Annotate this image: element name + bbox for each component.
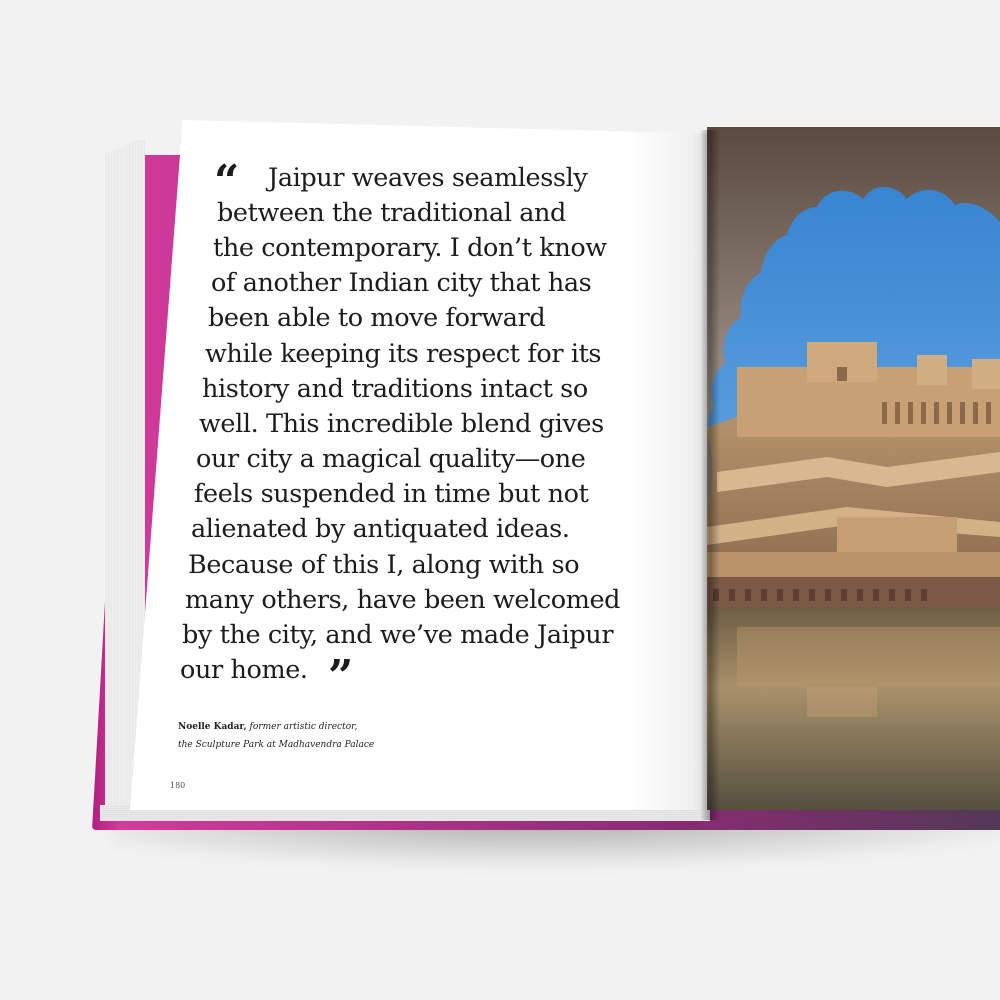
quote-line: while keeping its respect for its — [205, 339, 602, 369]
quote-line: history and traditions intact so — [202, 374, 588, 404]
attribution-place: the Sculpture Park at Madhavendra Palace — [178, 740, 375, 750]
quote-line: of another Indian city that has — [211, 268, 592, 298]
quote-line: by the city, and we’ve made Jaipur — [182, 620, 614, 650]
attribution-name: Noelle Kadar, — [178, 722, 247, 732]
close-quote-mark: ” — [328, 651, 354, 702]
fort-turret — [972, 359, 1000, 389]
quote-line: our home. — [180, 655, 308, 685]
quote-line: the contemporary. I don’t know — [213, 233, 607, 263]
reflection — [807, 687, 877, 717]
page-number: 180 — [170, 781, 186, 790]
quote-line: feels suspended in time but not — [194, 479, 589, 509]
quote-line: Because of this I, along with so — [188, 550, 580, 580]
quote-line: been able to move forward — [208, 303, 546, 333]
attribution — [178, 718, 374, 754]
book-gutter — [700, 130, 720, 820]
quote-line: Jaipur weaves seamlessly — [268, 163, 588, 193]
fort-turret — [917, 355, 947, 385]
quote-line: many others, have been welcomed — [185, 585, 621, 615]
quote-line: alienated by antiquated ideas. — [191, 514, 570, 544]
photo-illustration — [707, 127, 1000, 810]
amber-fort-photo — [707, 127, 1000, 810]
quote-line: well. This incredible blend gives — [199, 409, 604, 439]
garden-pavilion — [837, 517, 957, 552]
attribution-role: former artistic director, — [249, 722, 358, 732]
open-quote-mark: “ — [214, 156, 240, 207]
quote-line: between the traditional and — [217, 198, 566, 228]
reflection — [737, 627, 1000, 687]
quote-line: our city a magical quality—one — [196, 444, 586, 474]
